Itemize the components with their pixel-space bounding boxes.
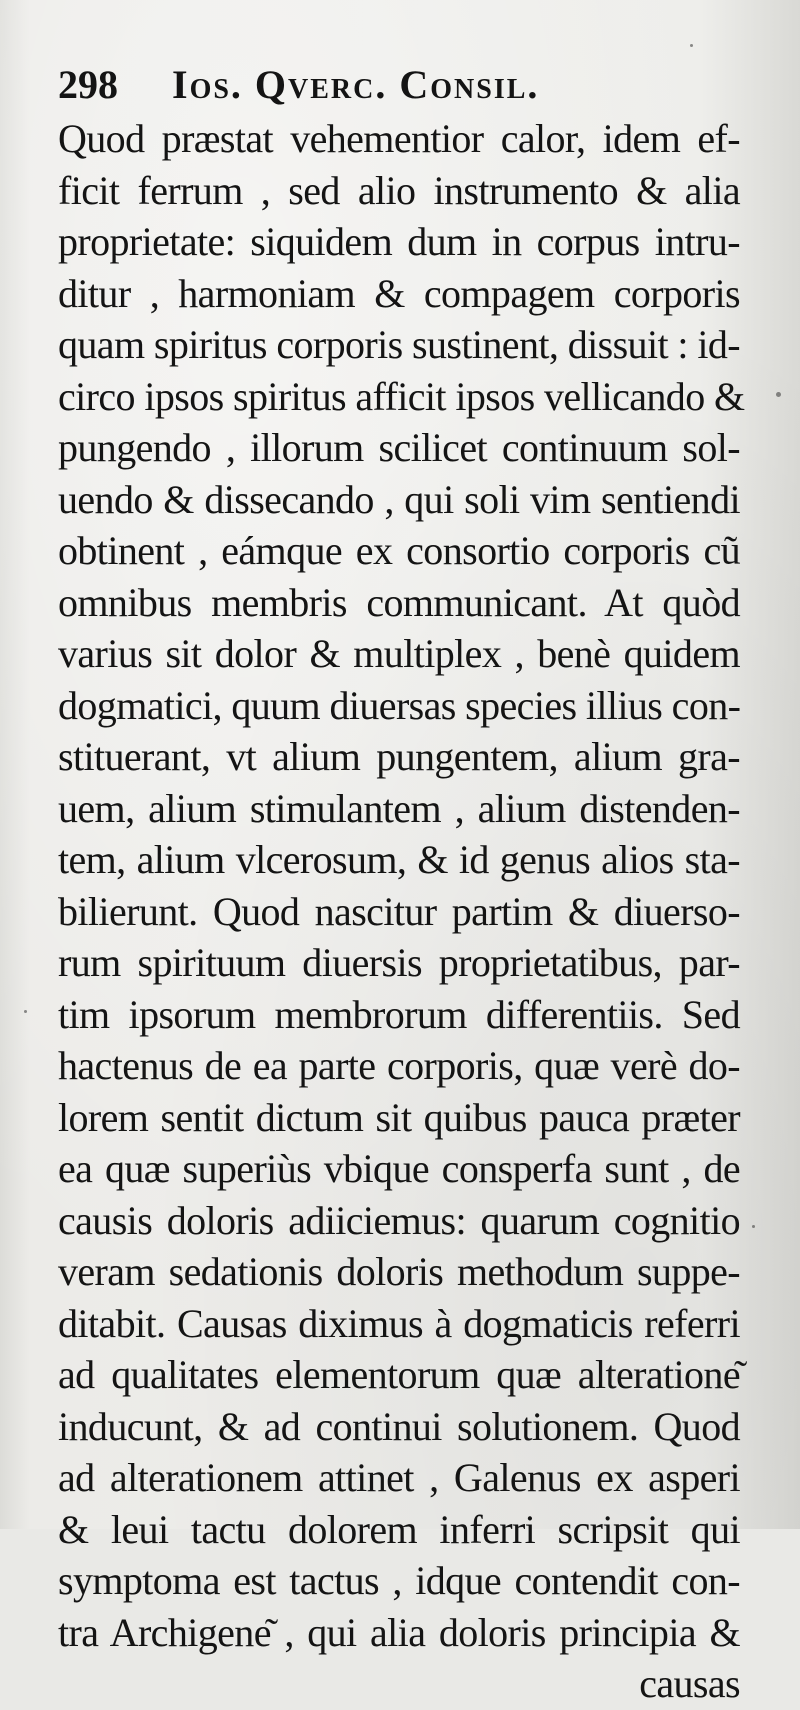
text-line: veram sedationis doloris methodum suppe- <box>58 1249 740 1294</box>
text-line: tra Archigene͂ , qui alia doloris principia & <box>58 1609 740 1655</box>
body-text <box>58 113 745 1710</box>
text-line: proprietate: siquidem dum in corpus intru- <box>58 219 740 264</box>
paper-speck <box>752 1225 755 1228</box>
text-line: circo ipsos spiritus afficit ipsos vellicando & <box>58 373 745 419</box>
text-line: inducunt, & ad continui solutionem. Quod <box>58 1403 740 1449</box>
text-line: omnibus membris communicant. At quòd <box>58 579 740 625</box>
text-line: ad alterationem attinet , Galenus ex asperi <box>58 1455 740 1500</box>
text-line: ad qualitates elementorum quæ alteratione͂ <box>58 1352 740 1397</box>
text-line: Quod præstat vehementior calor, idem ef- <box>58 116 740 161</box>
text-line: tim ipsorum membrorum differentiis. Sed <box>58 991 740 1037</box>
text-line: uendo & dissecando , qui soli vim sentiendi <box>58 476 740 522</box>
text-line: bilierunt. Quod nascitur partim & diuerso- <box>58 888 740 934</box>
text-line: & leui tactu dolorem inferri scripsit qui <box>58 1506 740 1552</box>
catchword: causas <box>639 1661 740 1706</box>
text-line: hactenus de ea parte corporis, quæ verè do- <box>58 1043 740 1088</box>
running-head-title: Ios. Qverc. Consil. <box>172 62 540 107</box>
paper-speck <box>24 1010 27 1013</box>
text-line: quam spiritus corporis sustinent, dissuit : id- <box>58 322 740 367</box>
text-line: varius sit dolor & multiplex , benè quidem <box>58 631 740 676</box>
text-line: rum spirituum diuersis proprietatibus, par- <box>58 940 740 985</box>
paper-speck <box>690 44 693 47</box>
text-line: obtinent , eámque ex consortio corporis cũ <box>58 528 740 573</box>
running-head <box>58 60 758 110</box>
text-line: stituerant, vt alium pungentem, alium gra- <box>58 734 740 779</box>
text-line: uem, alium stimulantem , alium distenden- <box>58 785 740 831</box>
text-line: lorem sentit dictum sit quibus pauca præter <box>58 1094 740 1140</box>
paper-speck <box>776 392 781 397</box>
text-line: symptoma est tactus , idque contendit con- <box>58 1558 740 1603</box>
text-line: tem, alium vlcerosum, & id genus alios sta- <box>58 837 740 882</box>
text-line: ditur , harmoniam & compagem corporis <box>58 270 740 316</box>
text-line: pungendo , illorum scilicet continuum sol- <box>58 425 740 470</box>
text-line: ea quæ superiùs vbique consperfa sunt , de <box>58 1146 740 1191</box>
text-line: ditabit. Causas diximus à dogmaticis referri <box>58 1300 740 1346</box>
text-line: ficit ferrum , sed alio instrumento & alia <box>58 167 740 213</box>
text-line: causis doloris adiiciemus: quarum cognitio <box>58 1197 740 1243</box>
text-line: dogmatici, quum diuersas species illius con- <box>58 682 741 728</box>
page-number: 298 <box>58 62 118 107</box>
